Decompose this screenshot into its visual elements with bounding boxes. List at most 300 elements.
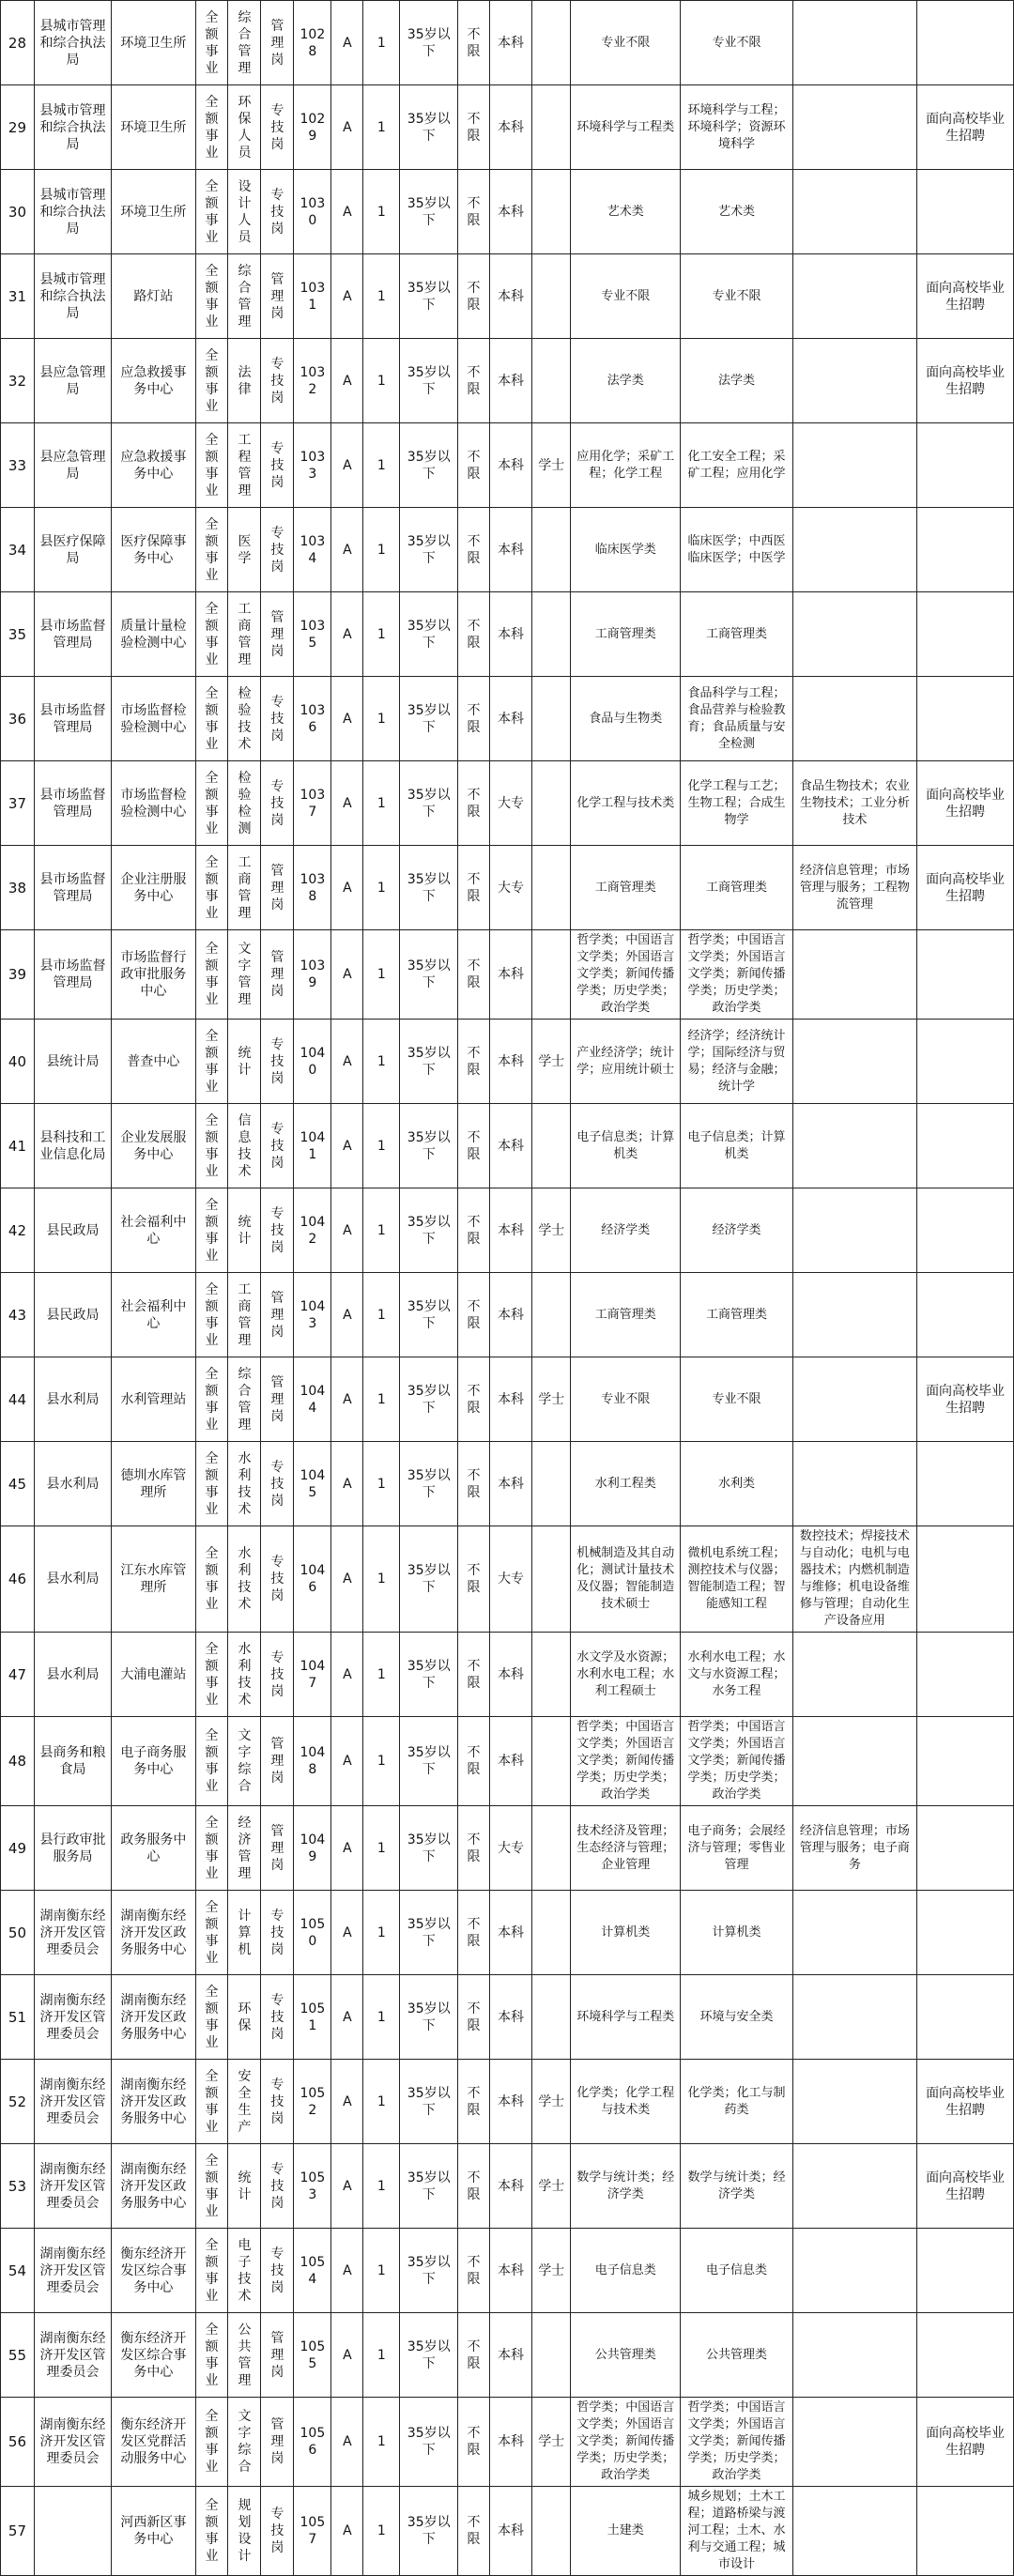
degree-requirement-cell [532, 254, 571, 339]
hiring-unit-cell: 市场监督检验检测中心 [112, 761, 195, 846]
education-level-cell: 本科 [489, 508, 531, 592]
table-row [1, 1717, 1014, 1806]
age-requirement-cell: 35岁以下 [400, 2229, 458, 2313]
recruit-count-cell: 1 [363, 1273, 400, 1357]
gender-requirement-cell: 不限 [458, 592, 490, 677]
degree-requirement-cell [532, 761, 571, 846]
gender-requirement-cell: 不限 [458, 2229, 490, 2313]
funding-type-cell: 全额事业 [195, 254, 228, 339]
postgraduate-major-cell: 专业不限 [571, 254, 681, 339]
hiring-department-cell: 县水利局 [34, 1357, 111, 1442]
junior-college-major-cell [792, 592, 917, 677]
table-row [1, 1891, 1014, 1975]
recruit-count-cell: 1 [363, 1717, 400, 1806]
gender-requirement-cell: 不限 [458, 1717, 490, 1806]
post-type-cell: 管理岗 [261, 2313, 294, 2398]
remarks-cell [917, 1717, 1014, 1806]
postgraduate-major-cell: 化学工程与技术类 [571, 761, 681, 846]
row-number-cell: 33 [1, 423, 35, 508]
table-row [1, 1104, 1014, 1188]
position-category-cell: 公共管理 [228, 2313, 261, 2398]
degree-requirement-cell [532, 1104, 571, 1188]
hiring-department-cell: 县行政审批服务局 [34, 1806, 111, 1891]
remarks-cell [917, 1188, 1014, 1273]
postgraduate-major-cell: 法学类 [571, 339, 681, 423]
education-level-cell: 本科 [489, 170, 531, 254]
postgraduate-major-cell: 电子信息类；计算机类 [571, 1104, 681, 1188]
postgraduate-major-cell: 化学类；化学工程与技术类 [571, 2060, 681, 2144]
funding-type-cell: 全额事业 [195, 1273, 228, 1357]
position-category-cell: 检验检测 [228, 761, 261, 846]
recruit-count-cell: 1 [363, 1442, 400, 1526]
hiring-department-cell: 县民政局 [34, 1188, 111, 1273]
row-number-cell: 35 [1, 592, 35, 677]
position-category-cell: 文字管理 [228, 930, 261, 1020]
post-type-cell: 专技岗 [261, 1104, 294, 1188]
undergraduate-major-cell: 专业不限 [681, 1, 792, 85]
remarks-cell: 面向高校毕业生招聘 [917, 85, 1014, 170]
post-type-cell: 专技岗 [261, 2060, 294, 2144]
post-type-cell: 专技岗 [261, 423, 294, 508]
undergraduate-major-cell: 环境科学与工程；环境科学；资源环境科学 [681, 85, 792, 170]
education-level-cell: 本科 [489, 1188, 531, 1273]
position-code-cell: 1052 [294, 2060, 331, 2144]
gender-requirement-cell: 不限 [458, 1273, 490, 1357]
gender-requirement-cell: 不限 [458, 1975, 490, 2060]
gender-requirement-cell: 不限 [458, 1188, 490, 1273]
remarks-cell [917, 508, 1014, 592]
hiring-unit-cell: 路灯站 [112, 254, 195, 339]
education-level-cell: 本科 [489, 1975, 531, 2060]
funding-type-cell: 全额事业 [195, 2313, 228, 2398]
hiring-department-cell: 县城市管理和综合执法局 [34, 1, 111, 85]
education-level-cell: 本科 [489, 2487, 531, 2576]
exam-category-cell: A [331, 1717, 363, 1806]
undergraduate-major-cell: 环境与安全类 [681, 1975, 792, 2060]
age-requirement-cell: 35岁以下 [400, 254, 458, 339]
degree-requirement-cell [532, 1, 571, 85]
funding-type-cell: 全额事业 [195, 1806, 228, 1891]
hiring-unit-cell: 市场监督行政审批服务中心 [112, 930, 195, 1020]
position-category-cell: 计算机 [228, 1891, 261, 1975]
junior-college-major-cell [792, 2313, 917, 2398]
education-level-cell: 本科 [489, 1891, 531, 1975]
post-type-cell: 专技岗 [261, 2144, 294, 2229]
hiring-unit-cell: 市场监督检验检测中心 [112, 677, 195, 761]
hiring-unit-cell: 衡东经济开发区综合事务中心 [112, 2313, 195, 2398]
funding-type-cell: 全额事业 [195, 508, 228, 592]
table-row [1, 1020, 1014, 1104]
age-requirement-cell: 35岁以下 [400, 1633, 458, 1717]
age-requirement-cell: 35岁以下 [400, 1806, 458, 1891]
hiring-department-cell: 县水利局 [34, 1633, 111, 1717]
position-category-cell: 水利技术 [228, 1633, 261, 1717]
hiring-unit-cell: 企业发展服务中心 [112, 1104, 195, 1188]
exam-category-cell: A [331, 2398, 363, 2487]
postgraduate-major-cell: 环境科学与工程类 [571, 85, 681, 170]
education-level-cell: 本科 [489, 1104, 531, 1188]
exam-category-cell: A [331, 508, 363, 592]
recruit-count-cell: 1 [363, 85, 400, 170]
age-requirement-cell: 35岁以下 [400, 846, 458, 930]
undergraduate-major-cell: 化工安全工程；采矿工程；应用化学 [681, 423, 792, 508]
hiring-unit-cell: 应急救援事务中心 [112, 339, 195, 423]
hiring-unit-cell: 湖南衡东经济开发区政务服务中心 [112, 1975, 195, 2060]
junior-college-major-cell: 食品生物技术；农业生物技术；工业分析技术 [792, 761, 917, 846]
gender-requirement-cell: 不限 [458, 677, 490, 761]
post-type-cell: 专技岗 [261, 339, 294, 423]
position-code-cell: 1042 [294, 1188, 331, 1273]
hiring-unit-cell: 应急救援事务中心 [112, 423, 195, 508]
postgraduate-major-cell: 临床医学类 [571, 508, 681, 592]
row-number-cell: 46 [1, 1526, 35, 1633]
postgraduate-major-cell: 工商管理类 [571, 1273, 681, 1357]
education-level-cell: 本科 [489, 2229, 531, 2313]
funding-type-cell: 全额事业 [195, 1188, 228, 1273]
undergraduate-major-cell: 公共管理类 [681, 2313, 792, 2398]
hiring-department-cell: 县水利局 [34, 1526, 111, 1633]
postgraduate-major-cell: 产业经济学；统计学；应用统计硕士 [571, 1020, 681, 1104]
hiring-department-cell: 县水利局 [34, 1442, 111, 1526]
post-type-cell: 专技岗 [261, 2487, 294, 2576]
undergraduate-major-cell: 化学类；化工与制药类 [681, 2060, 792, 2144]
exam-category-cell: A [331, 170, 363, 254]
table-row [1, 1188, 1014, 1273]
recruit-count-cell: 1 [363, 339, 400, 423]
position-code-cell: 1057 [294, 2487, 331, 2576]
education-level-cell: 本科 [489, 1633, 531, 1717]
exam-category-cell: A [331, 2144, 363, 2229]
remarks-cell [917, 1526, 1014, 1633]
funding-type-cell: 全额事业 [195, 2229, 228, 2313]
position-code-cell: 1053 [294, 2144, 331, 2229]
hiring-department-cell: 县市场监督管理局 [34, 592, 111, 677]
remarks-cell [917, 2487, 1014, 2576]
exam-category-cell: A [331, 2487, 363, 2576]
degree-requirement-cell [532, 677, 571, 761]
table-row [1, 1273, 1014, 1357]
exam-category-cell: A [331, 846, 363, 930]
undergraduate-major-cell: 化学工程与工艺；生物工程；合成生物学 [681, 761, 792, 846]
position-code-cell: 1046 [294, 1526, 331, 1633]
row-number-cell: 50 [1, 1891, 35, 1975]
post-type-cell: 管理岗 [261, 1273, 294, 1357]
table-row [1, 1, 1014, 85]
remarks-cell [917, 2229, 1014, 2313]
remarks-cell: 面向高校毕业生招聘 [917, 1357, 1014, 1442]
undergraduate-major-cell: 城乡规划；土木工程；道路桥梁与渡河工程；土木、水利与交通工程；城市设计 [681, 2487, 792, 2576]
education-level-cell: 本科 [489, 1442, 531, 1526]
age-requirement-cell: 35岁以下 [400, 930, 458, 1020]
table-row [1, 2313, 1014, 2398]
junior-college-major-cell [792, 1442, 917, 1526]
hiring-department-cell: 湖南衡东经济开发区管理委员会 [34, 2060, 111, 2144]
gender-requirement-cell: 不限 [458, 846, 490, 930]
education-level-cell: 本科 [489, 339, 531, 423]
age-requirement-cell: 35岁以下 [400, 1717, 458, 1806]
junior-college-major-cell [792, 254, 917, 339]
position-category-cell: 安全生产 [228, 2060, 261, 2144]
position-code-cell: 1033 [294, 423, 331, 508]
education-level-cell: 本科 [489, 930, 531, 1020]
gender-requirement-cell: 不限 [458, 1104, 490, 1188]
exam-category-cell: A [331, 1273, 363, 1357]
undergraduate-major-cell: 专业不限 [681, 254, 792, 339]
junior-college-major-cell [792, 2398, 917, 2487]
degree-requirement-cell: 学士 [532, 2060, 571, 2144]
hiring-department-cell [34, 2487, 111, 2576]
position-category-cell: 电子技术 [228, 2229, 261, 2313]
undergraduate-major-cell: 工商管理类 [681, 592, 792, 677]
hiring-unit-cell: 企业注册服务中心 [112, 846, 195, 930]
hiring-department-cell: 湖南衡东经济开发区管理委员会 [34, 1891, 111, 1975]
funding-type-cell: 全额事业 [195, 2144, 228, 2229]
row-number-cell: 51 [1, 1975, 35, 2060]
hiring-unit-cell: 电子商务服务中心 [112, 1717, 195, 1806]
position-code-cell: 1054 [294, 2229, 331, 2313]
degree-requirement-cell [532, 1891, 571, 1975]
remarks-cell: 面向高校毕业生招聘 [917, 2144, 1014, 2229]
postgraduate-major-cell: 哲学类；中国语言文学类；外国语言文学类；新闻传播学类；历史学类；政治学类 [571, 930, 681, 1020]
postgraduate-major-cell: 应用化学；采矿工程；化学工程 [571, 423, 681, 508]
remarks-cell: 面向高校毕业生招聘 [917, 339, 1014, 423]
exam-category-cell: A [331, 2229, 363, 2313]
age-requirement-cell: 35岁以下 [400, 2313, 458, 2398]
postgraduate-major-cell: 专业不限 [571, 1357, 681, 1442]
junior-college-major-cell [792, 339, 917, 423]
undergraduate-major-cell: 专业不限 [681, 1357, 792, 1442]
recruit-count-cell: 1 [363, 761, 400, 846]
degree-requirement-cell [532, 508, 571, 592]
gender-requirement-cell: 不限 [458, 930, 490, 1020]
post-type-cell: 专技岗 [261, 761, 294, 846]
age-requirement-cell: 35岁以下 [400, 2060, 458, 2144]
post-type-cell: 管理岗 [261, 930, 294, 1020]
position-category-cell: 环保人员 [228, 85, 261, 170]
education-level-cell: 本科 [489, 592, 531, 677]
education-level-cell: 本科 [489, 2313, 531, 2398]
education-level-cell: 本科 [489, 85, 531, 170]
table-row [1, 846, 1014, 930]
gender-requirement-cell: 不限 [458, 2487, 490, 2576]
exam-category-cell: A [331, 761, 363, 846]
position-code-cell: 1030 [294, 170, 331, 254]
remarks-cell [917, 1, 1014, 85]
recruit-count-cell: 1 [363, 1020, 400, 1104]
exam-category-cell: A [331, 1526, 363, 1633]
exam-category-cell: A [331, 1104, 363, 1188]
position-category-cell: 工商管理 [228, 846, 261, 930]
hiring-department-cell: 县市场监督管理局 [34, 677, 111, 761]
row-number-cell: 31 [1, 254, 35, 339]
gender-requirement-cell: 不限 [458, 1633, 490, 1717]
undergraduate-major-cell: 工商管理类 [681, 1273, 792, 1357]
education-level-cell: 本科 [489, 1, 531, 85]
exam-category-cell: A [331, 1188, 363, 1273]
funding-type-cell: 全额事业 [195, 339, 228, 423]
education-level-cell: 本科 [489, 423, 531, 508]
funding-type-cell: 全额事业 [195, 170, 228, 254]
undergraduate-major-cell: 计算机类 [681, 1891, 792, 1975]
education-level-cell: 大专 [489, 1526, 531, 1633]
education-level-cell: 本科 [489, 677, 531, 761]
remarks-cell: 面向高校毕业生招聘 [917, 846, 1014, 930]
position-category-cell: 工商管理 [228, 592, 261, 677]
exam-category-cell: A [331, 1442, 363, 1526]
post-type-cell: 管理岗 [261, 1357, 294, 1442]
degree-requirement-cell [532, 85, 571, 170]
funding-type-cell: 全额事业 [195, 2398, 228, 2487]
position-category-cell: 规划设计 [228, 2487, 261, 2576]
remarks-cell [917, 1975, 1014, 2060]
undergraduate-major-cell: 电子信息类 [681, 2229, 792, 2313]
age-requirement-cell: 35岁以下 [400, 1526, 458, 1633]
junior-college-major-cell: 经济信息管理；市场管理与服务；电子商务 [792, 1806, 917, 1891]
table-row [1, 2144, 1014, 2229]
education-level-cell: 本科 [489, 2398, 531, 2487]
remarks-cell [917, 1273, 1014, 1357]
gender-requirement-cell: 不限 [458, 2144, 490, 2229]
junior-college-major-cell [792, 677, 917, 761]
funding-type-cell: 全额事业 [195, 1, 228, 85]
age-requirement-cell: 35岁以下 [400, 508, 458, 592]
remarks-cell [917, 1633, 1014, 1717]
table-row [1, 2060, 1014, 2144]
degree-requirement-cell: 学士 [532, 1020, 571, 1104]
post-type-cell: 专技岗 [261, 170, 294, 254]
exam-category-cell: A [331, 423, 363, 508]
exam-category-cell: A [331, 2060, 363, 2144]
gender-requirement-cell: 不限 [458, 170, 490, 254]
post-type-cell: 专技岗 [261, 508, 294, 592]
remarks-cell: 面向高校毕业生招聘 [917, 254, 1014, 339]
remarks-cell: 面向高校毕业生招聘 [917, 2060, 1014, 2144]
row-number-cell: 34 [1, 508, 35, 592]
exam-category-cell: A [331, 1806, 363, 1891]
hiring-department-cell: 县科技和工业信息化局 [34, 1104, 111, 1188]
gender-requirement-cell: 不限 [458, 2398, 490, 2487]
recruit-count-cell: 1 [363, 423, 400, 508]
age-requirement-cell: 35岁以下 [400, 1020, 458, 1104]
funding-type-cell: 全额事业 [195, 2060, 228, 2144]
degree-requirement-cell [532, 170, 571, 254]
age-requirement-cell: 35岁以下 [400, 2144, 458, 2229]
position-code-cell: 1031 [294, 254, 331, 339]
position-code-cell: 1036 [294, 677, 331, 761]
postgraduate-major-cell: 机械制造及其自动化；测试计量技术及仪器；智能制造技术硕士 [571, 1526, 681, 1633]
hiring-department-cell: 县市场监督管理局 [34, 846, 111, 930]
remarks-cell [917, 423, 1014, 508]
hiring-department-cell: 县统计局 [34, 1020, 111, 1104]
recruit-count-cell: 1 [363, 2144, 400, 2229]
undergraduate-major-cell: 法学类 [681, 339, 792, 423]
junior-college-major-cell [792, 1975, 917, 2060]
post-type-cell: 专技岗 [261, 1442, 294, 1526]
gender-requirement-cell: 不限 [458, 254, 490, 339]
junior-college-major-cell: 数控技术；焊接技术与自动化；电机与电器技术；内燃机制造与维修；机电设备维修与管理；自动化生产设备应用 [792, 1526, 917, 1633]
junior-college-major-cell [792, 1273, 917, 1357]
gender-requirement-cell: 不限 [458, 2060, 490, 2144]
row-number-cell: 53 [1, 2144, 35, 2229]
hiring-department-cell: 湖南衡东经济开发区管理委员会 [34, 2229, 111, 2313]
age-requirement-cell: 35岁以下 [400, 1442, 458, 1526]
postgraduate-major-cell: 艺术类 [571, 170, 681, 254]
age-requirement-cell: 35岁以下 [400, 1357, 458, 1442]
junior-college-major-cell [792, 2487, 917, 2576]
degree-requirement-cell: 学士 [532, 2229, 571, 2313]
undergraduate-major-cell: 经济学；经济统计学；国际经济与贸易；经济与金融；统计学 [681, 1020, 792, 1104]
gender-requirement-cell: 不限 [458, 761, 490, 846]
table-row [1, 1526, 1014, 1633]
row-number-cell: 55 [1, 2313, 35, 2398]
education-level-cell: 大专 [489, 761, 531, 846]
position-category-cell: 综合管理 [228, 1, 261, 85]
degree-requirement-cell [532, 930, 571, 1020]
age-requirement-cell: 35岁以下 [400, 423, 458, 508]
postgraduate-major-cell: 经济学类 [571, 1188, 681, 1273]
recruit-count-cell: 1 [363, 170, 400, 254]
funding-type-cell: 全额事业 [195, 1020, 228, 1104]
undergraduate-major-cell: 工商管理类 [681, 846, 792, 930]
hiring-department-cell: 湖南衡东经济开发区管理委员会 [34, 1975, 111, 2060]
funding-type-cell: 全额事业 [195, 423, 228, 508]
hiring-unit-cell: 社会福利中心 [112, 1188, 195, 1273]
recruit-count-cell: 1 [363, 930, 400, 1020]
row-number-cell: 56 [1, 2398, 35, 2487]
position-code-cell: 1028 [294, 1, 331, 85]
hiring-unit-cell: 河西新区事务中心 [112, 2487, 195, 2576]
table-row [1, 1975, 1014, 2060]
hiring-unit-cell: 大浦电灌站 [112, 1633, 195, 1717]
exam-category-cell: A [331, 1020, 363, 1104]
age-requirement-cell: 35岁以下 [400, 2487, 458, 2576]
postgraduate-major-cell: 水文学及水资源；水利水电工程；水利工程硕士 [571, 1633, 681, 1717]
age-requirement-cell: 35岁以下 [400, 1975, 458, 2060]
hiring-unit-cell: 衡东经济开发区党群活动服务中心 [112, 2398, 195, 2487]
undergraduate-major-cell: 艺术类 [681, 170, 792, 254]
post-type-cell: 管理岗 [261, 846, 294, 930]
gender-requirement-cell: 不限 [458, 1357, 490, 1442]
position-code-cell: 1040 [294, 1020, 331, 1104]
exam-category-cell: A [331, 339, 363, 423]
hiring-department-cell: 县医疗保障局 [34, 508, 111, 592]
degree-requirement-cell [532, 1442, 571, 1526]
gender-requirement-cell: 不限 [458, 1442, 490, 1526]
degree-requirement-cell [532, 1526, 571, 1633]
post-type-cell: 专技岗 [261, 1526, 294, 1633]
age-requirement-cell: 35岁以下 [400, 85, 458, 170]
exam-category-cell: A [331, 930, 363, 1020]
position-category-cell: 水利技术 [228, 1442, 261, 1526]
position-category-cell: 设计人员 [228, 170, 261, 254]
remarks-cell [917, 930, 1014, 1020]
remarks-cell [917, 1020, 1014, 1104]
position-code-cell: 1032 [294, 339, 331, 423]
position-code-cell: 1048 [294, 1717, 331, 1806]
recruit-count-cell: 1 [363, 1633, 400, 1717]
gender-requirement-cell: 不限 [458, 2313, 490, 2398]
degree-requirement-cell [532, 1273, 571, 1357]
hiring-unit-cell: 社会福利中心 [112, 1273, 195, 1357]
funding-type-cell: 全额事业 [195, 930, 228, 1020]
position-category-cell: 统计 [228, 1020, 261, 1104]
junior-college-major-cell [792, 1, 917, 85]
position-category-cell: 综合管理 [228, 1357, 261, 1442]
junior-college-major-cell [792, 1717, 917, 1806]
table-row [1, 761, 1014, 846]
table-row [1, 339, 1014, 423]
junior-college-major-cell [792, 508, 917, 592]
